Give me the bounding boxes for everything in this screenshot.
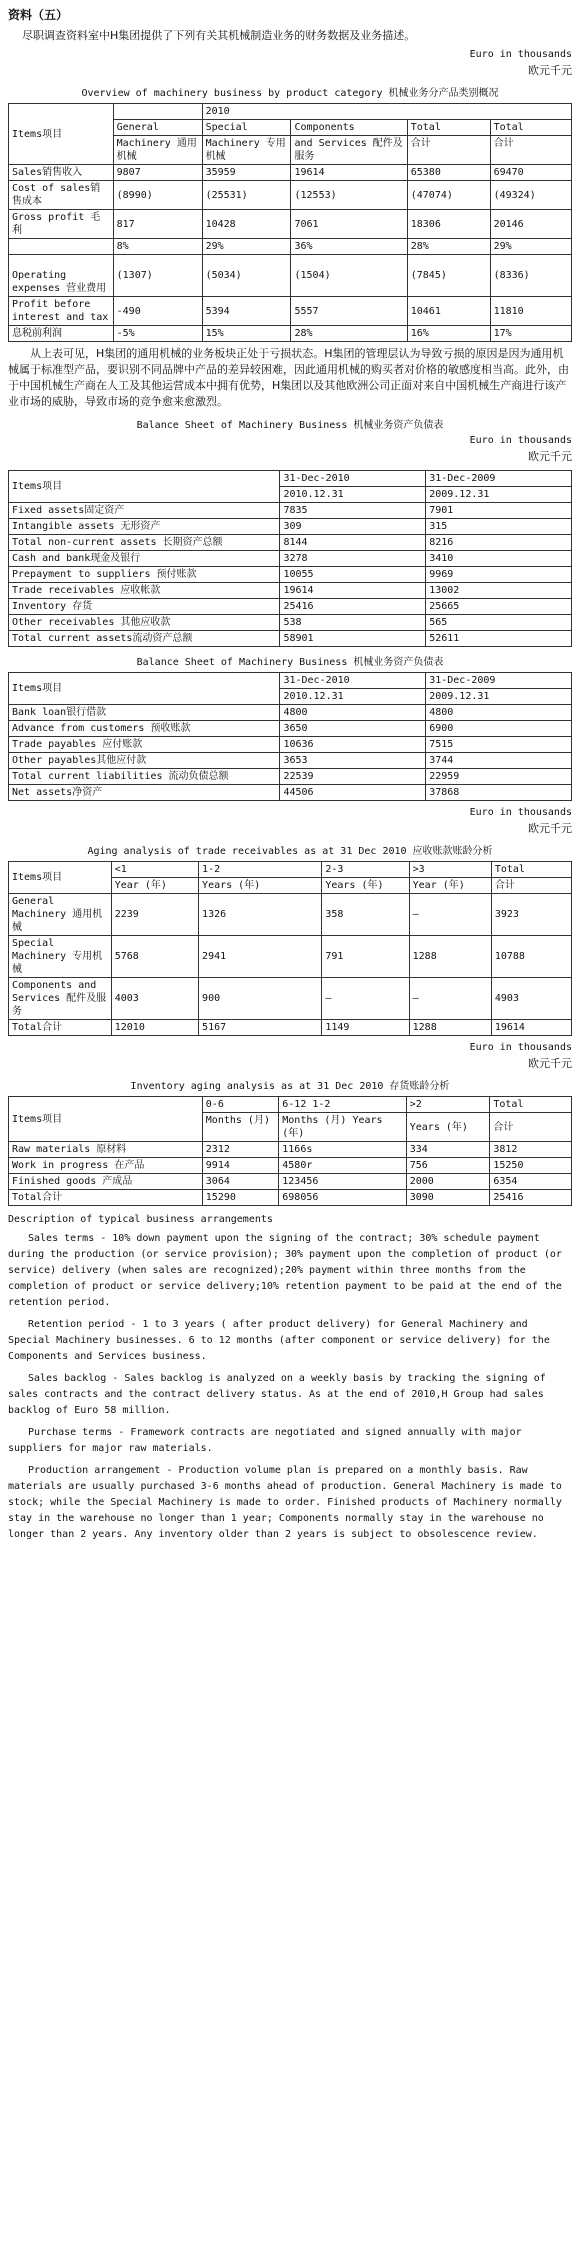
table-row <box>9 894 572 936</box>
col-header: Year (年) <box>409 878 491 894</box>
cell: — <box>322 978 409 1020</box>
table-row <box>9 615 572 631</box>
cell: — <box>409 894 491 936</box>
unit-label-cn: 欧元千元 <box>528 64 572 77</box>
table-row <box>9 210 572 239</box>
cell: 5394 <box>202 297 291 326</box>
cell: 1166s <box>279 1142 406 1158</box>
row-label: Components and Services 配件及服务 <box>9 978 112 1020</box>
table-row <box>9 255 572 297</box>
table-row <box>9 753 572 769</box>
cell: 5557 <box>291 297 407 326</box>
cell: 3812 <box>490 1142 572 1158</box>
table4-caption: Aging analysis of trade receivables as at 31 Dec 2010 应收账款账龄分析 <box>87 846 493 857</box>
col-header: <1 <box>111 862 198 878</box>
table-row <box>9 551 572 567</box>
cell: 5167 <box>199 1020 322 1036</box>
table2-caption: Balance Sheet of Machinery Business 机械业务资产负债表 <box>136 420 444 431</box>
cell: 4003 <box>111 978 198 1020</box>
row-label: Special Machinery 专用机械 <box>9 936 112 978</box>
cell: (8990) <box>113 181 202 210</box>
cell: 6354 <box>490 1174 572 1190</box>
cell: 29% <box>202 239 291 255</box>
inventory-aging-table <box>8 1096 572 1206</box>
col-header: 2-3 <box>322 862 409 878</box>
table-row <box>9 936 572 978</box>
cell: 11810 <box>490 297 571 326</box>
table-row <box>9 1174 572 1190</box>
row-label: Trade receivables 应收帐款 <box>9 583 280 599</box>
cell: -5% <box>113 326 202 342</box>
description-title: Description of typical business arrangements <box>8 1214 273 1225</box>
cell: 69470 <box>490 165 571 181</box>
cell: 3650 <box>280 721 426 737</box>
cell: 18306 <box>407 210 490 239</box>
cell: (1504) <box>291 255 407 297</box>
cell: 3064 <box>202 1174 278 1190</box>
row-label: Profit before interest and tax <box>9 297 114 326</box>
cell: 3278 <box>280 551 426 567</box>
cell: 2941 <box>199 936 322 978</box>
col-header: 31-Dec-2010 <box>280 673 426 689</box>
row-label: Net assets净资产 <box>9 785 280 801</box>
cell: 3923 <box>491 894 571 936</box>
cell: 52611 <box>426 631 572 647</box>
cell: 19614 <box>291 165 407 181</box>
table-row <box>9 519 572 535</box>
unit-label: Euro in thousands <box>469 49 572 60</box>
table-row <box>9 239 572 255</box>
col-header: Machinery 通用机械 <box>113 136 202 165</box>
cell: 25665 <box>426 599 572 615</box>
unit-label: Euro in thousands <box>469 1042 572 1053</box>
col-header: 2009.12.31 <box>426 689 572 705</box>
table-row <box>9 705 572 721</box>
cell: (47074) <box>407 181 490 210</box>
cell: 22539 <box>280 769 426 785</box>
cell: 7515 <box>426 737 572 753</box>
row-label: Intangible assets 无形资产 <box>9 519 280 535</box>
col-header: 31-Dec-2010 <box>280 471 426 487</box>
table-row <box>9 503 572 519</box>
cell: 2312 <box>202 1142 278 1158</box>
cell: 8144 <box>280 535 426 551</box>
description-paragraph: Sales backlog - Sales backlog is analyzed on a weekly basis by tracking the signing of sales contracts and the contract delivery status. As at the end of 2010,H Group had sales backlog of Euro 58 million. <box>8 1373 546 1416</box>
row-label: Total current liabilities 流动负债总额 <box>9 769 280 785</box>
table-row <box>9 567 572 583</box>
table-row <box>9 165 572 181</box>
row-label: Total non-current assets 长期资产总额 <box>9 535 280 551</box>
cell: 4903 <box>491 978 571 1020</box>
balance-sheet-liabilities-table <box>8 672 572 801</box>
cell: 791 <box>322 936 409 978</box>
cell: 13002 <box>426 583 572 599</box>
table-row <box>9 978 572 1020</box>
cell: 36% <box>291 239 407 255</box>
table-row <box>9 1190 572 1206</box>
cell: 44506 <box>280 785 426 801</box>
col-header: 合计 <box>490 136 571 165</box>
col-header: Total <box>490 120 571 136</box>
unit-label-cn: 欧元千元 <box>528 822 572 835</box>
table1-caption: Overview of machinery business by product category 机械业务分产品类别概况 <box>81 88 499 99</box>
cell: 538 <box>280 615 426 631</box>
cell: 4800 <box>280 705 426 721</box>
col-header: 2010.12.31 <box>280 487 426 503</box>
table-row <box>9 737 572 753</box>
items-header: Items项目 <box>9 862 112 894</box>
row-label: Other payables其他应付款 <box>9 753 280 769</box>
cell: 15250 <box>490 1158 572 1174</box>
unit-label: Euro in thousands <box>469 435 572 446</box>
cell: 7835 <box>280 503 426 519</box>
items-header: Items项目 <box>9 1097 203 1142</box>
col-header: 0-6 <box>202 1097 278 1113</box>
cell: 1288 <box>409 936 491 978</box>
row-label: Total合计 <box>9 1020 112 1036</box>
cell: 565 <box>426 615 572 631</box>
intro-text: 尽职调查资料室中H集团提供了下列有关其机械制造业务的财务数据及业务描述。 <box>22 29 416 42</box>
table5-caption: Inventory aging analysis as at 31 Dec 2010 存货账龄分析 <box>130 1081 450 1092</box>
cell: 334 <box>406 1142 490 1158</box>
cell: 5768 <box>111 936 198 978</box>
cell: 37868 <box>426 785 572 801</box>
col-header: 1-2 <box>199 862 322 878</box>
table3-caption: Balance Sheet of Machinery Business 机械业务资产负债表 <box>136 657 444 668</box>
col-header: 合计 <box>490 1113 572 1142</box>
cell: 3090 <box>406 1190 490 1206</box>
table-row <box>9 721 572 737</box>
cell: 8216 <box>426 535 572 551</box>
items-header: Items项目 <box>9 471 280 503</box>
cell: 1288 <box>409 1020 491 1036</box>
col-header: 6-12 1-2 <box>279 1097 406 1113</box>
table-row <box>9 583 572 599</box>
col-header: Machinery 专用机械 <box>202 136 291 165</box>
cell: 9807 <box>113 165 202 181</box>
col-header: Components <box>291 120 407 136</box>
cell: 3410 <box>426 551 572 567</box>
cell: 10055 <box>280 567 426 583</box>
cell: 19614 <box>491 1020 571 1036</box>
col-header: Years (年) <box>322 878 409 894</box>
cell: 7061 <box>291 210 407 239</box>
cell: 1326 <box>199 894 322 936</box>
cell: 2000 <box>406 1174 490 1190</box>
cell: 25416 <box>280 599 426 615</box>
unit-label-cn: 欧元千元 <box>528 1057 572 1070</box>
row-label: General Machinery 通用机械 <box>9 894 112 936</box>
description-paragraph: Retention period - 1 to 3 years ( after product delivery) for General Machinery and Special Machinery businesses. 6 to 12 months (after component or service delivery) for the Components and Services business. <box>8 1319 550 1362</box>
table-row <box>9 535 572 551</box>
cell: 756 <box>406 1158 490 1174</box>
col-header: 合计 <box>407 136 490 165</box>
col-header: 31-Dec-2009 <box>426 673 572 689</box>
col-header: and Services 配件及服务 <box>291 136 407 165</box>
col-header: Special <box>202 120 291 136</box>
row-label: Prepayment to suppliers 预付账款 <box>9 567 280 583</box>
cell: 19614 <box>280 583 426 599</box>
cell: 65380 <box>407 165 490 181</box>
cell: 3653 <box>280 753 426 769</box>
cell: -490 <box>113 297 202 326</box>
row-label: Advance from customers 预收账款 <box>9 721 280 737</box>
cell: 6900 <box>426 721 572 737</box>
cell: 817 <box>113 210 202 239</box>
cell: 3744 <box>426 753 572 769</box>
description-paragraph: Sales terms - 10% down payment upon the signing of the contract; 30% schedule payment during the production (or service provision); 30% payment upon the completion of product (or service) delivery (when sales are recognized);20% payment within three months from the completion of product or service delivery;10% retention payment to be paid at the end of the retention period. <box>8 1233 562 1308</box>
cell: 315 <box>426 519 572 535</box>
col-header: 2010.12.31 <box>280 689 426 705</box>
row-label: Total合计 <box>9 1190 203 1206</box>
row-label: Raw materials 原材料 <box>9 1142 203 1158</box>
cell: 22959 <box>426 769 572 785</box>
col-header: 31-Dec-2009 <box>426 471 572 487</box>
col-header: General <box>113 120 202 136</box>
cell: 28% <box>407 239 490 255</box>
table-row <box>9 599 572 615</box>
table-row <box>9 785 572 801</box>
row-label: Cost of sales销售成本 <box>9 181 114 210</box>
row-label: Work in progress 在产品 <box>9 1158 203 1174</box>
cell: (12553) <box>291 181 407 210</box>
row-label: Trade payables 应付账款 <box>9 737 280 753</box>
balance-sheet-assets-table <box>8 470 572 647</box>
cell: 58901 <box>280 631 426 647</box>
row-label: Cash and bank现金及银行 <box>9 551 280 567</box>
col-header: Year (年) <box>111 878 198 894</box>
cell: 12010 <box>111 1020 198 1036</box>
cell: 10788 <box>491 936 571 978</box>
row-label: Other receivables 其他应收款 <box>9 615 280 631</box>
row-label: Sales销售收入 <box>9 165 114 181</box>
table-row <box>9 631 572 647</box>
row-label <box>9 239 114 255</box>
cell: 309 <box>280 519 426 535</box>
row-label: Finished goods 产成品 <box>9 1174 203 1190</box>
row-label: Bank loan银行借款 <box>9 705 280 721</box>
cell: 15% <box>202 326 291 342</box>
table-row <box>9 1158 572 1174</box>
cell: 10636 <box>280 737 426 753</box>
cell: 28% <box>291 326 407 342</box>
col-header: Total <box>407 120 490 136</box>
analysis-paragraph: 从上表可见，H集团的通用机械的业务板块正处于亏损状态。H集团的管理层认为导致亏损的原因是因为通用机械属于标准型产品，要识别不同品牌中产品的差异较困难，因此通用机械的购买者对价格的敏感度相当高。此外，由于中国机械生产商在人工及其他运营成本中拥有优势，H集团以及其他欧洲公司正面对来自中国机械生产商进行该产业市场的威胁，导致市场的竞争愈来愈激烈。 <box>8 347 569 408</box>
cell: 9914 <box>202 1158 278 1174</box>
row-label: Fixed assets固定资产 <box>9 503 280 519</box>
items-header: Items项目 <box>9 673 280 705</box>
col-header: >3 <box>409 862 491 878</box>
col-header: Months (月) Years (年) <box>279 1113 406 1142</box>
row-label: Inventory 存货 <box>9 599 280 615</box>
receivables-aging-table <box>8 861 572 1036</box>
col-header: Total <box>491 862 571 878</box>
cell: 16% <box>407 326 490 342</box>
cell: 1149 <box>322 1020 409 1036</box>
cell: (25531) <box>202 181 291 210</box>
table-row <box>9 1020 572 1036</box>
cell: 9969 <box>426 567 572 583</box>
year-2010-header: 2010 <box>202 104 571 120</box>
row-label: Total current assets流动资产总额 <box>9 631 280 647</box>
cell: (8336) <box>490 255 571 297</box>
cell: 2239 <box>111 894 198 936</box>
table-row <box>9 1142 572 1158</box>
cell: 15290 <box>202 1190 278 1206</box>
cell: 900 <box>199 978 322 1020</box>
row-label: Operating expenses 营业费用 <box>9 255 114 297</box>
col-header: 合计 <box>491 878 571 894</box>
cell: 20146 <box>490 210 571 239</box>
cell: — <box>409 978 491 1020</box>
col-header: Years (年) <box>199 878 322 894</box>
col-header: Years (年) <box>406 1113 490 1142</box>
cell: (7845) <box>407 255 490 297</box>
section-title: 资料（五） <box>8 8 69 22</box>
cell: 8% <box>113 239 202 255</box>
col-header: 2009.12.31 <box>426 487 572 503</box>
cell: 17% <box>490 326 571 342</box>
row-label: Gross profit 毛利 <box>9 210 114 239</box>
row-label: 息税前利润 <box>9 326 114 342</box>
cell: 29% <box>490 239 571 255</box>
unit-label-cn: 欧元千元 <box>528 450 572 463</box>
items-header: Items项目 <box>9 104 114 165</box>
unit-label: Euro in thousands <box>469 807 572 818</box>
cell: 7901 <box>426 503 572 519</box>
cell: 358 <box>322 894 409 936</box>
col-header: Months (月) <box>202 1113 278 1142</box>
product-category-table <box>8 103 572 342</box>
cell: 25416 <box>490 1190 572 1206</box>
cell: (5034) <box>202 255 291 297</box>
cell: (1307) <box>113 255 202 297</box>
cell: 123456 <box>279 1174 406 1190</box>
cell: 35959 <box>202 165 291 181</box>
cell: (49324) <box>490 181 571 210</box>
table-row <box>9 181 572 210</box>
cell: 4580r <box>279 1158 406 1174</box>
cell: 4800 <box>426 705 572 721</box>
description-paragraph: Production arrangement - Production volume plan is prepared on a monthly basis. Raw materials are usually purchased 3-6 months ahead of production. General Machinery is made to stock; while the Special Machinery is made to order. Finished products of Machinery normally stay in the warehouse no longer than 1 year; Components normally stay in the warehouse no longer than 2 years. Any inventory older than 2 years is subject to obsolescence review. <box>8 1465 562 1540</box>
table-row <box>9 769 572 785</box>
table-row <box>9 326 572 342</box>
col-header: Total <box>490 1097 572 1113</box>
cell: 10428 <box>202 210 291 239</box>
col-header: >2 <box>406 1097 490 1113</box>
cell: 698056 <box>279 1190 406 1206</box>
cell: 10461 <box>407 297 490 326</box>
description-paragraph: Purchase terms - Framework contracts are negotiated and signed annually with major suppliers for major raw materials. <box>8 1427 522 1454</box>
table-row <box>9 297 572 326</box>
